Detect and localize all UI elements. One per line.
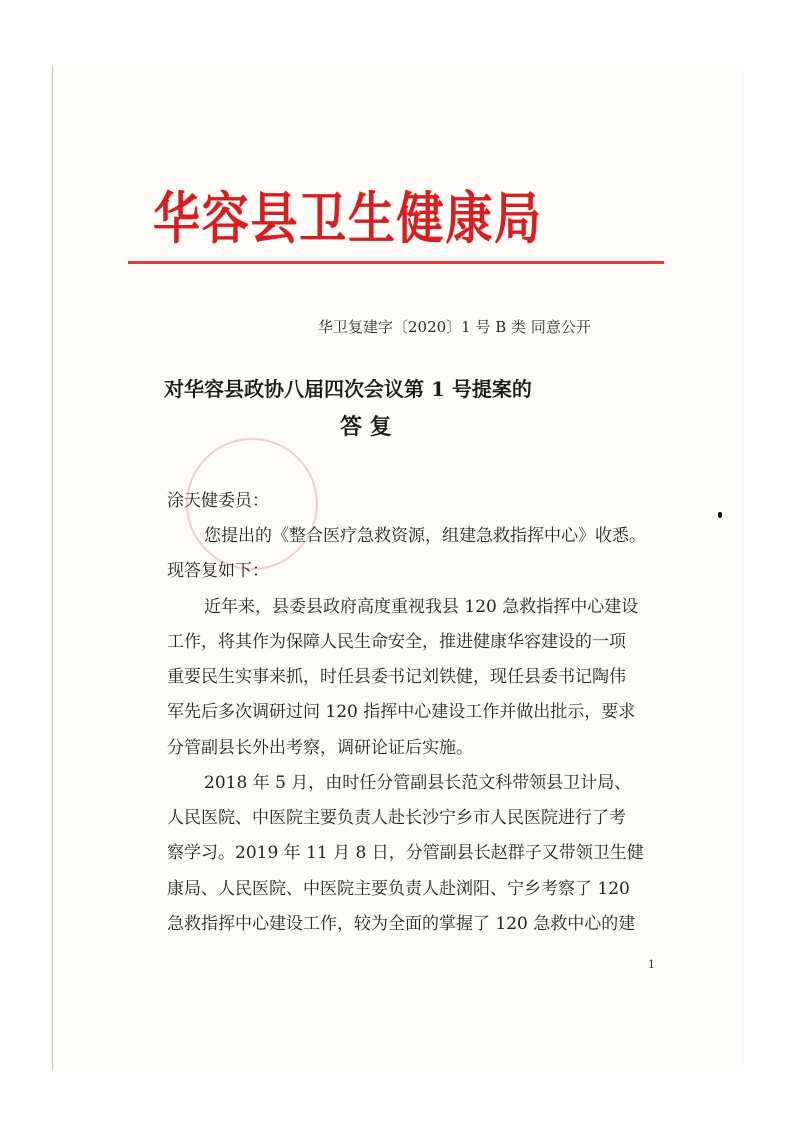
paragraph-line: 急救指挥中心建设工作，较为全面的掌握了 120 急救中心的建 <box>167 914 636 934</box>
page-edge <box>52 66 53 1070</box>
paragraph-line: 康局、人民医院、中医院主要负责人赴浏阳、宁乡考察了 120 <box>167 879 630 899</box>
paragraph-line: 人民医院、中医院主要负责人赴长沙宁乡市人民医院进行了考 <box>167 808 626 828</box>
paragraph-line: 近年来，县委县政府高度重视我县 120 急救指挥中心建设 <box>204 597 639 617</box>
reply-title-line1: 对华容县政协八届四次会议第 1 号提案的 <box>164 377 532 401</box>
paragraph-line: 重要民生实事来抓，时任县委书记刘铁健，现任县委书记陶伟 <box>167 667 626 687</box>
scan-speck <box>718 512 722 518</box>
paragraph-line: 工作，将其作为保障人民生命安全，推进健康华容建设的一项 <box>167 632 626 652</box>
paragraph-line: 军先后多次调研过问 120 指挥中心建设工作并做出批示，要求 <box>167 702 636 722</box>
document-number: 华卫复建字〔2020〕1 号 B 类 同意公开 <box>318 318 591 336</box>
paragraph-line: 您提出的《整合医疗急救资源，组建急救指挥中心》收悉。 <box>204 526 646 546</box>
page-number: 1 <box>648 958 655 971</box>
letterhead-red-rule <box>128 261 664 264</box>
letterhead-title: 华容县卫生健康局 <box>153 186 543 252</box>
paragraph-line: 察学习。2019 年 11 月 8 日，分管副县长赵群子又带领卫生健 <box>167 843 644 863</box>
paragraph-line: 2018 年 5 月，由时任分管副县长范文科带领县卫计局、 <box>204 773 632 793</box>
salutation: 涂天健委员： <box>167 491 269 511</box>
paragraph-line: 现答复如下： <box>167 561 269 581</box>
reply-title-line2: 答 复 <box>340 414 392 440</box>
paragraph-line: 分管副县长外出考察，调研论证后实施。 <box>167 738 473 758</box>
